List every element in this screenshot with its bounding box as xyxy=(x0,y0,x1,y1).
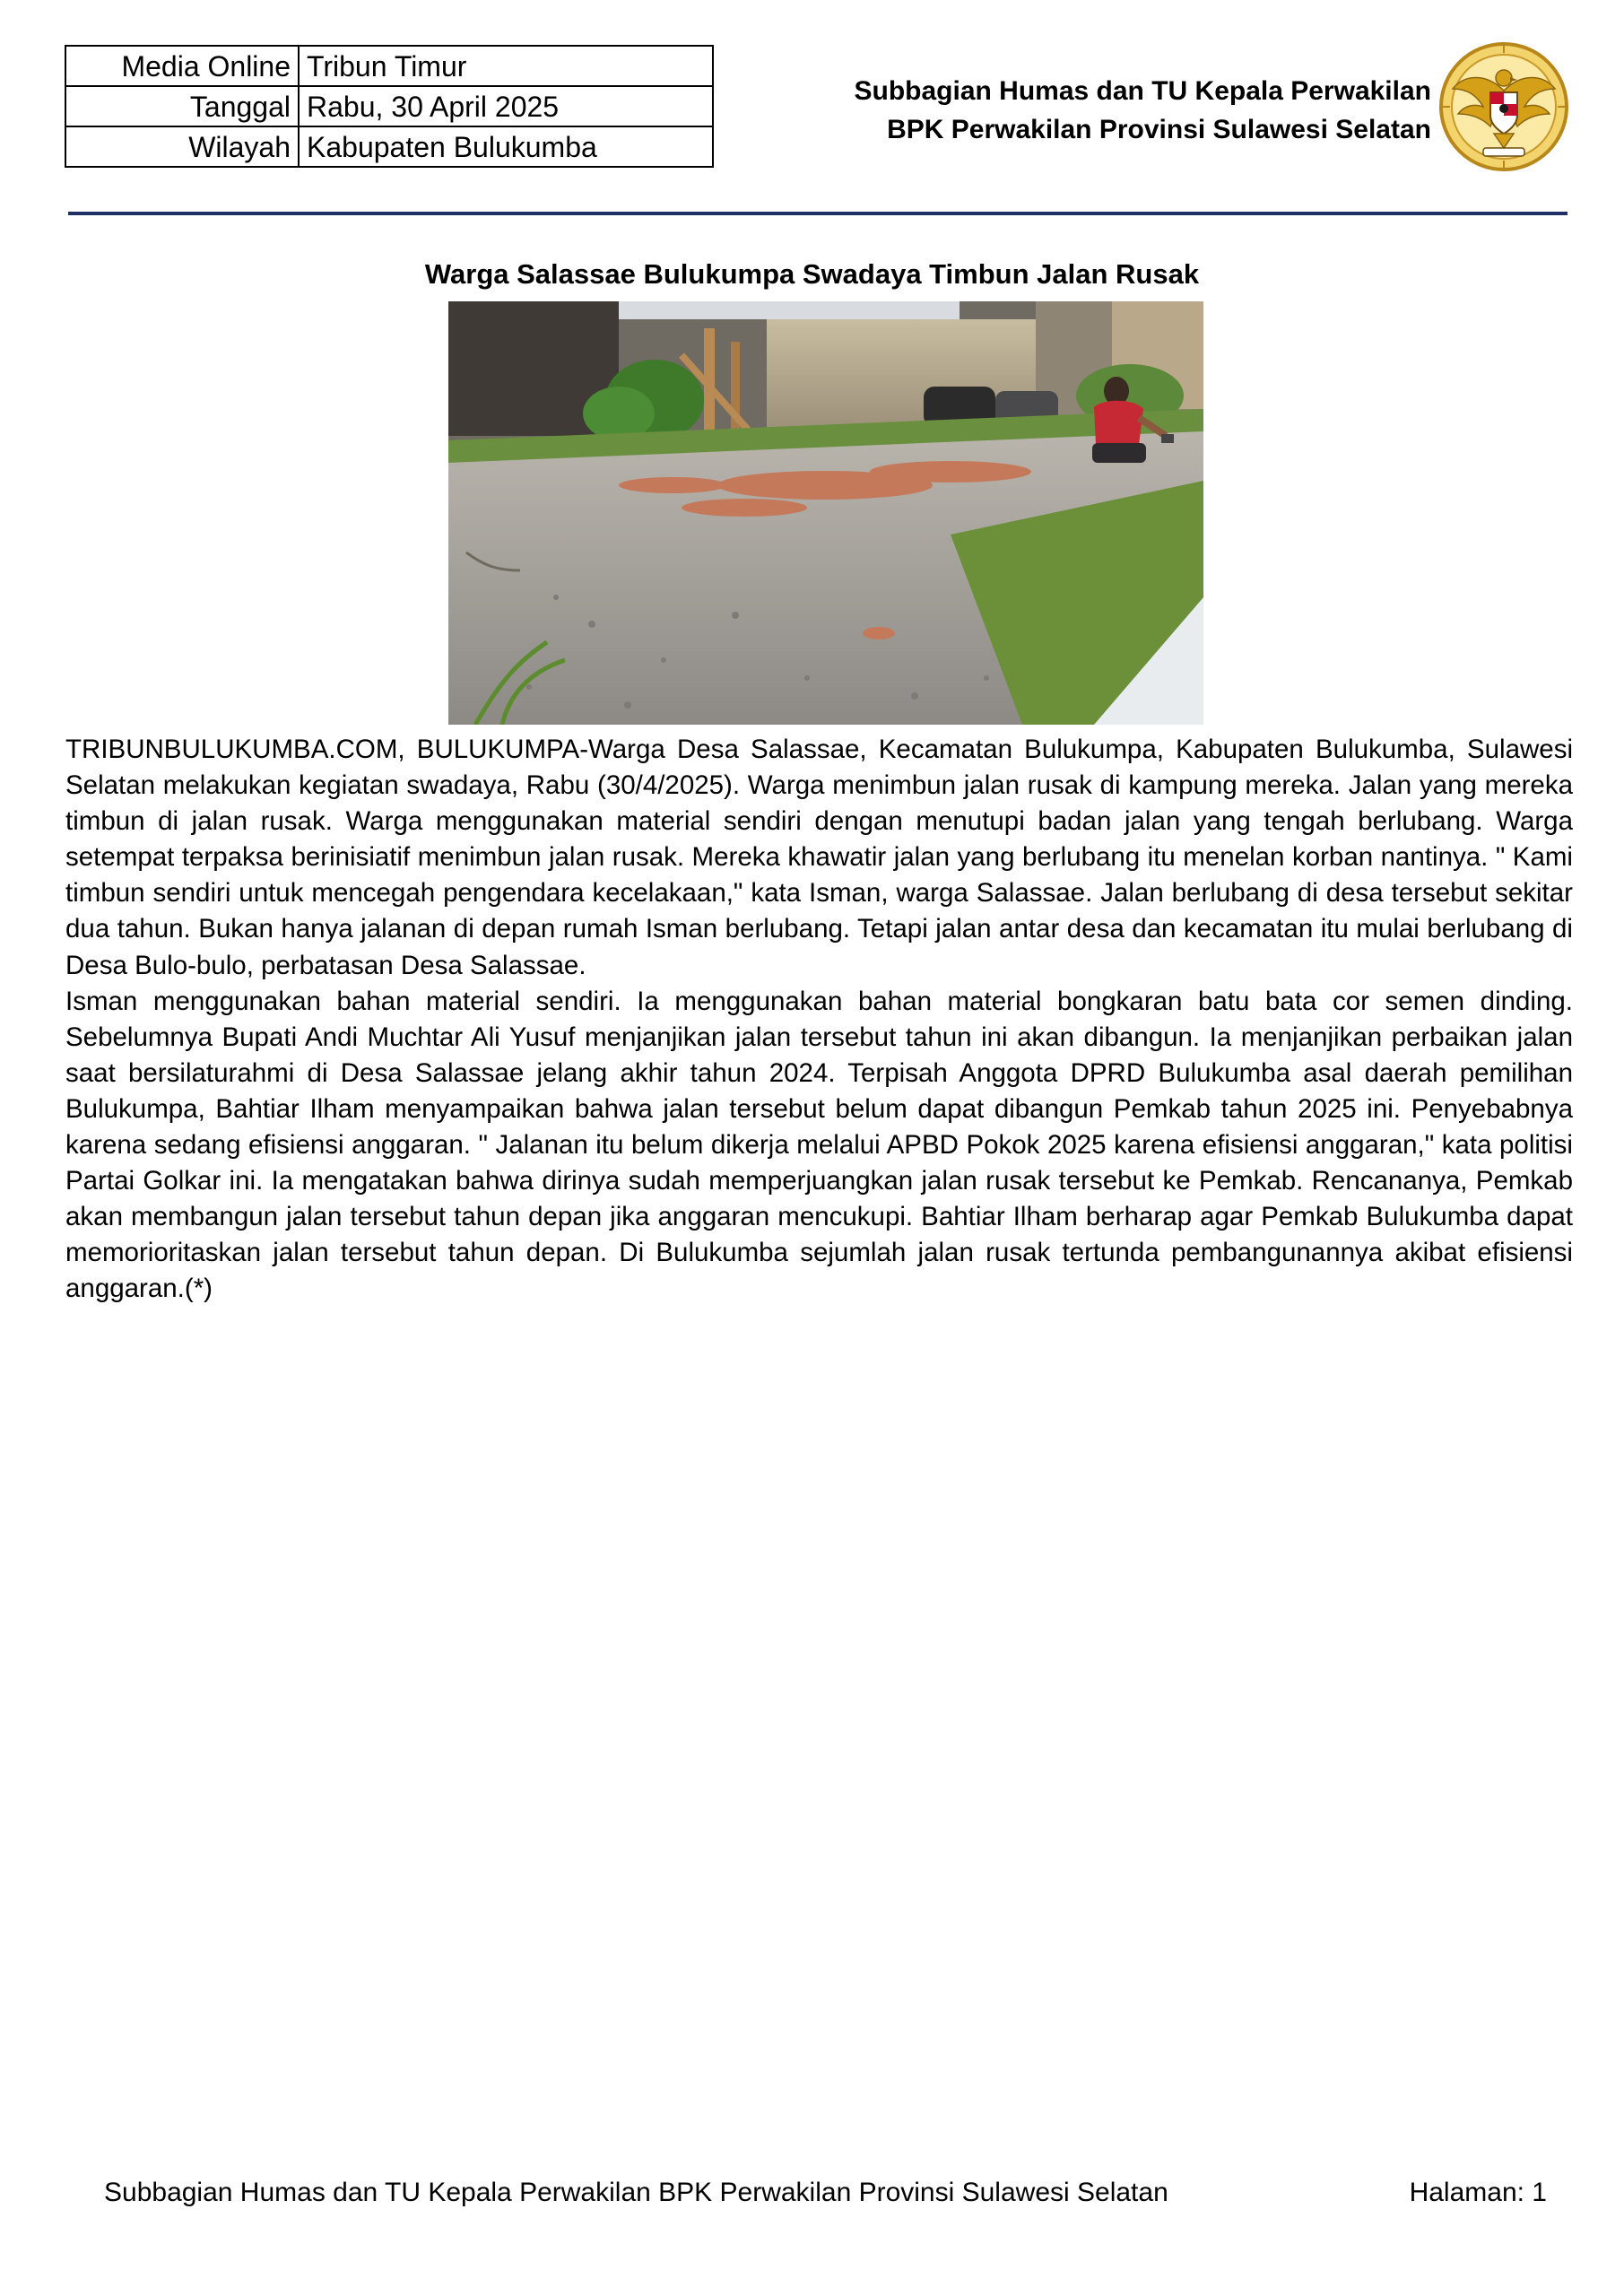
article-paragraph: TRIBUNBULUKUMBA.COM, BULUKUMPA-Warga Desa Salassae, Kecamatan Bulukumpa, Kabupaten Bulukumba, Sulawesi Selatan melakukan kegiatan swadaya, Rabu (30/4/2025). Warga menimbun jalan rusak di kampung mereka. Jalan yang mereka timbun di jalan rusak. Warga menggunakan material sendiri dengan menutupi badan jalan yang tengah berlubang. Warga setempat terpaksa berinisiatif menimbun jalan rusak. Mereka khawatir jalan yang berlubang itu menelan korban nantinya. " Kami timbun sendiri untuk mencegah pengendara kecelakaan," kata Isman, warga Salassae. Jalan berlubang di desa tersebut sekitar dua tahun. Bukan hanya jalanan di depan rumah Isman berlubang. Tetapi jalan antar desa dan kecamatan itu mulai berlubang di Desa Bulo-bulo, perbatasan Desa Salassae. xyxy=(65,735,1573,980)
region-value: Kabupaten Bulukumba xyxy=(299,126,713,167)
office-line-2: BPK Perwakilan Provinsi Sulawesi Selatan xyxy=(887,115,1431,144)
date-value: Rabu, 30 April 2025 xyxy=(299,86,713,126)
article-paragraph: Isman menggunakan bahan material sendiri. Ia menggunakan bahan material bongkaran batu bata cor semen dinding. Sebelumnya Bupati Andi Muchtar Ali Yusuf menjanjikan jalan tersebut tahun ini akan dibangun. Ia menjanjikan perbaikan jalan saat bersilaturahmi di Desa Salassae jelang akhir tahun 2024. Terpisah Anggota DPRD Bulukumba asal daerah pemilihan Bulukumpa, Bahtiar Ilham menyampaikan bahwa jalan tersebut belum dapat dibangun Pemkab tahun 2025 ini. Penyebabnya karena sedang efisiensi anggaran. " Jalanan itu belum dikerja melalui APBD Pokok 2025 karena efisiensi anggaran," kata politisi Partai Golkar ini. Ia mengatakan bahwa dirinya sudah memperjuangkan jalan rusak tersebut ke Pemkab. Rencananya, Pemkab akan membangun jalan tersebut tahun depan jika anggaran mencukupi. Bahtiar Ilham berharap agar Pemkab Bulukumba dapat memorioritaskan jalan tersebut tahun depan. Di Bulukumba sejumlah jalan rusak tertunda pembangunannya akibat efisiensi anggaran.(*) xyxy=(65,986,1573,1304)
office-line-1: Subbagian Humas dan TU Kepala Perwakilan xyxy=(854,76,1431,106)
article-body xyxy=(65,732,1573,1308)
article-title: Warga Salassae Bulukumpa Swadaya Timbun Jalan Rusak xyxy=(424,258,1200,290)
date-label: Tanggal xyxy=(65,86,299,126)
page-number: Halaman: 1 xyxy=(1409,2178,1547,2207)
media-row xyxy=(65,46,713,86)
garuda-emblem-icon xyxy=(1437,37,1571,173)
region-row xyxy=(65,126,713,167)
date-row xyxy=(65,86,713,126)
media-info-table xyxy=(65,45,714,168)
header-divider xyxy=(68,212,1568,215)
media-value: Tribun Timur xyxy=(299,46,713,86)
region-label: Wilayah xyxy=(65,126,299,167)
office-heading xyxy=(750,72,1431,149)
road-repair-photo xyxy=(448,301,1203,725)
media-label: Media Online xyxy=(65,46,299,86)
footer-office: Subbagian Humas dan TU Kepala Perwakilan BPK Perwakilan Provinsi Sulawesi Selatan xyxy=(104,2178,1168,2207)
